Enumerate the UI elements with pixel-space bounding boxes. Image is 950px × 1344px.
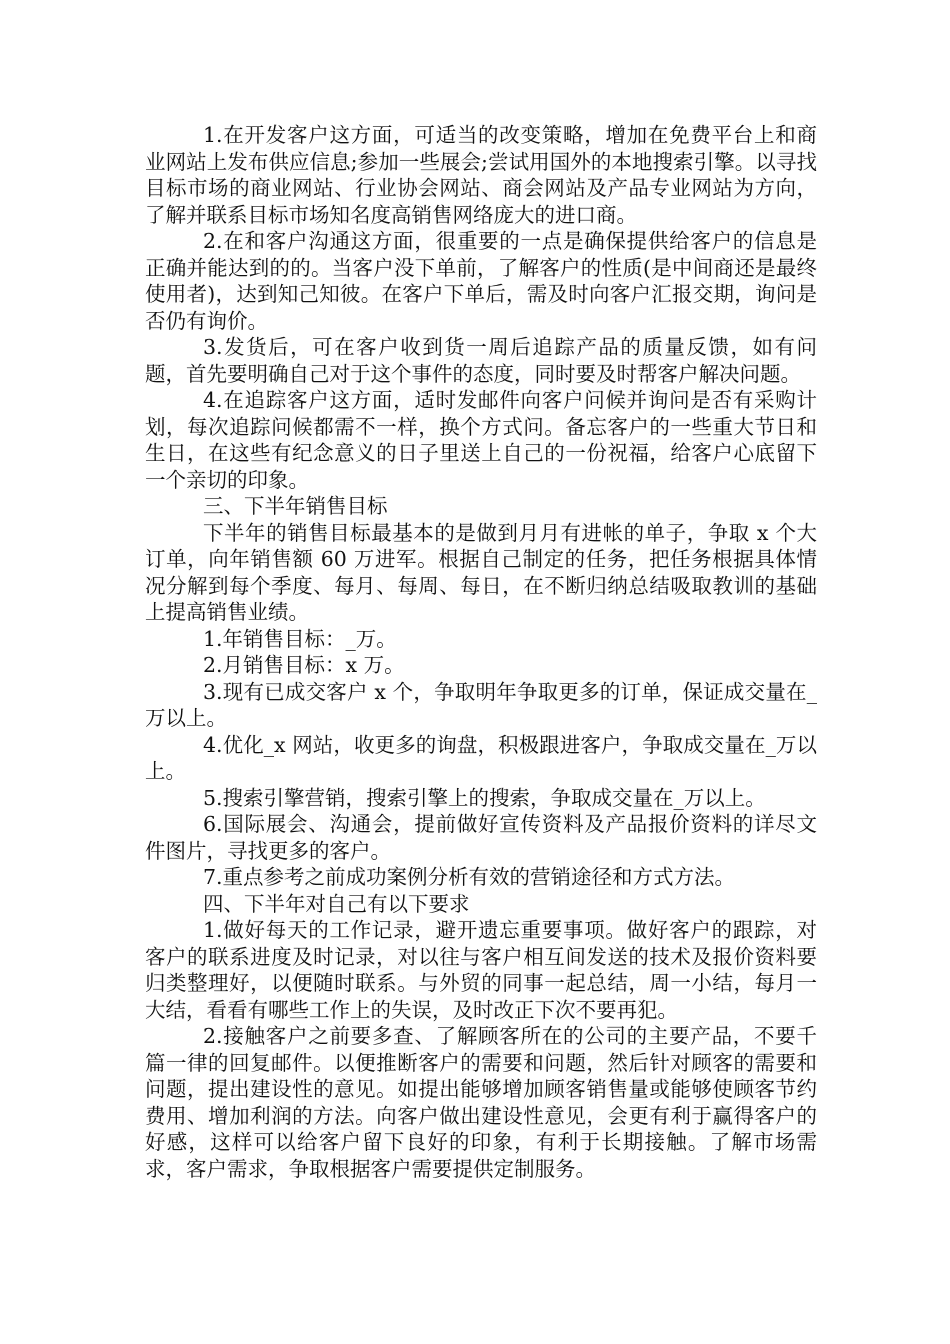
paragraph-client-research: 2.接触客户之前要多查、了解顾客所在的公司的主要产品，不要千篇一律的回复邮件。以便推断客户的需要和问题，然后针对顾客的需要和问题，提出建设性的意见。如提出能够增加顾客销售量或能够使顾客节约费用、增加利润的方法。向客户做出建设性意见，会更有利于赢得客户的好感，这样可以给客户留下良好的印象，有利于长期接触。了解市场需求，客户需求，争取根据客户需要提供定制服务。 bbox=[145, 1024, 817, 1181]
paragraph-communicate-clients: 2.在和客户沟通这方面，很重要的一点是确保提供给客户的信息是正确并能达到的的。当客户没下单前，了解客户的性质(是中间商还是最终使用者)，达到知己知彼。在客户下单后，需及时向客户汇报交期，询问是否仍有询价。 bbox=[145, 229, 817, 333]
paragraph-sales-goals-intro: 下半年的销售目标最基本的是做到月月有进帐的单子，争取 x 个大订单，向年销售额 60 万进军。根据自己制定的任务，把任务根据具体情况分解到每个季度、每月、每周、每日，在不断归纳总结吸取教训的基础上提高销售业绩。 bbox=[145, 520, 817, 624]
paragraph-follow-up-clients: 4.在追踪客户这方面，适时发邮件向客户问候并询问是否有采购计划，每次追踪问候都需不一样，换个方式问。备忘客户的一些重大节日和生日，在这些有纪念意义的日子里送上自己的一份祝福，给客户心底留下一个亲切的印象。 bbox=[145, 388, 817, 492]
goal-item-website: 4.优化_x 网站，收更多的询盘，积极跟进客户，争取成交量在_万以上。 bbox=[145, 732, 817, 783]
section-heading-self-requirements: 四、下半年对自己有以下要求 bbox=[203, 891, 470, 916]
goal-item-annual: 1.年销售目标：_万。 bbox=[203, 626, 397, 651]
document-body bbox=[145, 122, 817, 1182]
goal-item-search-engine: 5.搜索引擎营销，搜索引擎上的搜索，争取成交量在_万以上。 bbox=[203, 785, 766, 810]
section-heading-sales-goals: 三、下半年销售目标 bbox=[203, 494, 388, 518]
goal-item-existing-clients: 3.现有已成交客户 x 个，争取明年争取更多的订单，保证成交量在_万以上。 bbox=[145, 679, 817, 730]
paragraph-work-records: 1.做好每天的工作记录，避开遗忘重要事项。做好客户的跟踪，对客户的联系进度及时记录，对以往与客户相互间发送的技术及报价资料要归类整理好，以便随时联系。与外贸的同事一起总结，周一小结，每月一大结，看看有哪些工作上的失误，及时改正下次不要再犯。 bbox=[145, 918, 817, 1022]
goal-item-case-studies: 7.重点参考之前成功案例分析有效的营销途径和方式方法。 bbox=[203, 865, 736, 889]
paragraph-develop-clients: 1.在开发客户这方面，可适当的改变策略，增加在免费平台上和商业网站上发布供应信息;参加一些展会;尝试用国外的本地搜索引擎。以寻找目标市场的商业网站、行业协会网站、商会网站及产品专业网站为方向，了解并联系目标市场知名度高销售网络庞大的进口商。 bbox=[145, 123, 817, 227]
goal-item-monthly: 2.月销售目标：x 万。 bbox=[203, 653, 405, 677]
paragraph-after-shipping: 3.发货后，可在客户收到货一周后追踪产品的质量反馈，如有问题，首先要明确自己对于这个事件的态度，同时要及时帮客户解决问题。 bbox=[145, 335, 817, 386]
goal-item-exhibitions: 6.国际展会、沟通会，提前做好宣传资料及产品报价资料的详尽文件图片，寻找更多的客户。 bbox=[145, 812, 817, 863]
